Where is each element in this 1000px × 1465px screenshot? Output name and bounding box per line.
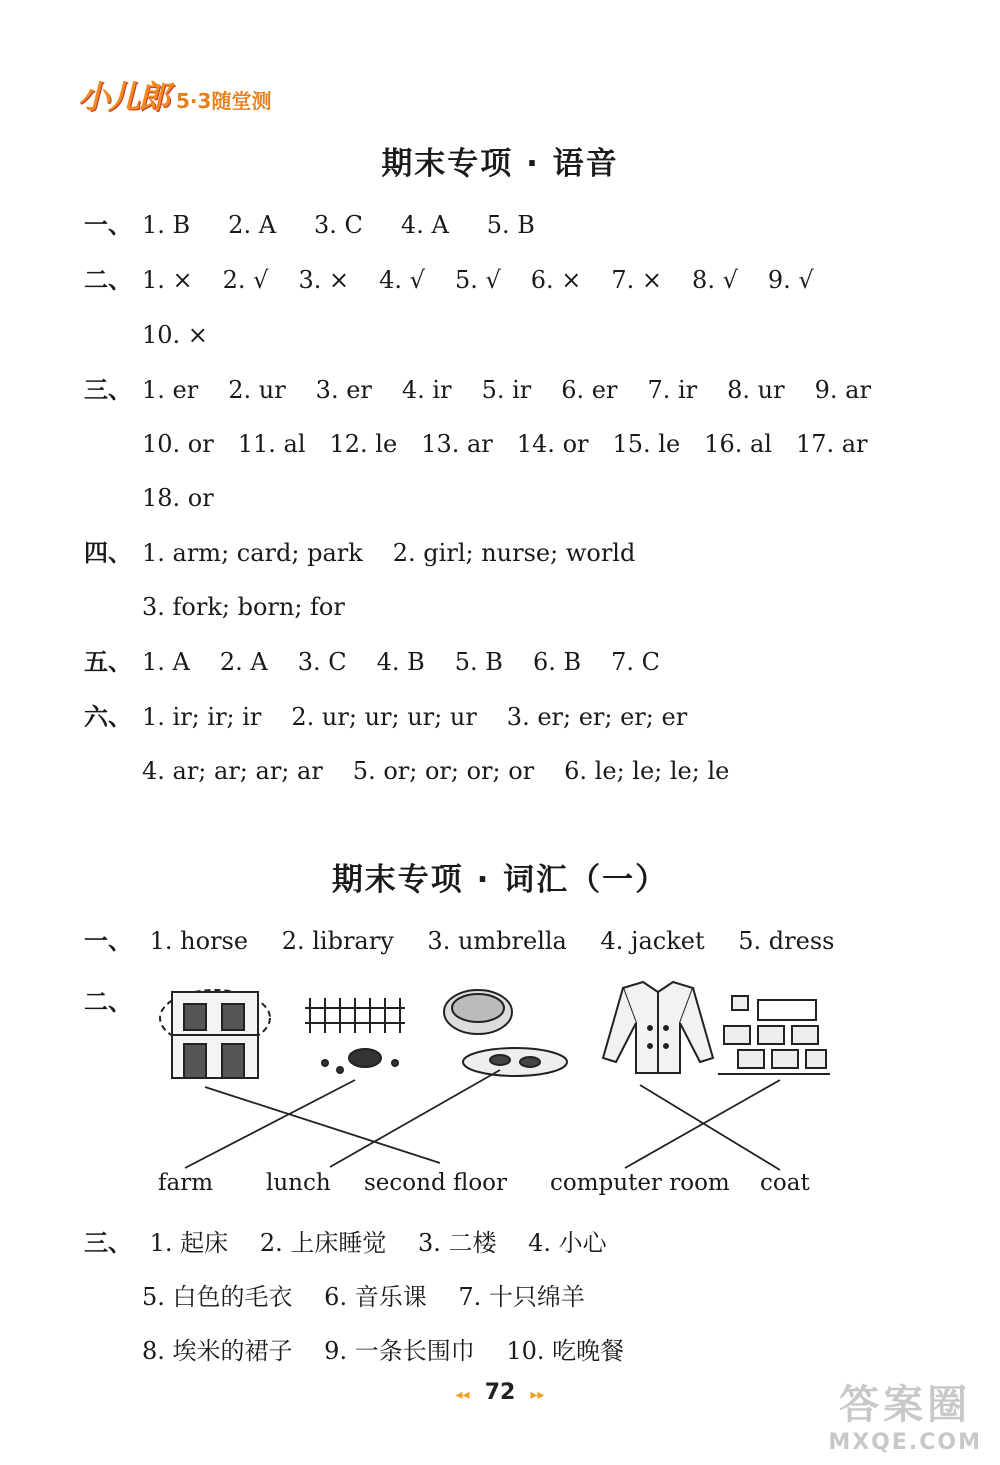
answer-item: 4. jacket	[600, 927, 705, 955]
answer-item: 6. ×	[530, 266, 582, 294]
answer-item: 9. √	[767, 266, 814, 294]
match-label: lunch	[266, 1170, 331, 1196]
s1-answer-line	[84, 265, 814, 295]
watermark-url: MXQE.COM	[828, 1430, 982, 1455]
answer-item: 7. 十只绵羊	[458, 1283, 585, 1311]
answer-item: 5. 白色的毛衣	[142, 1283, 293, 1311]
page-number-text: 72	[484, 1380, 516, 1405]
lunch-picture	[444, 990, 567, 1076]
answer-item: 9. 一条长围巾	[324, 1337, 475, 1365]
answer-item: 3. C	[314, 211, 363, 239]
answer-item: 2. ur; ur; ur; ur	[291, 703, 477, 731]
s2-q3-line	[142, 1282, 585, 1312]
answer-item: 4. B	[376, 648, 425, 676]
answer-item: 8. √	[692, 266, 738, 294]
section1-title: 期末专项 · 语音	[381, 146, 619, 182]
s1-answer-line	[84, 647, 660, 677]
answer-item: 5. dress	[738, 927, 835, 955]
answer-item: 2. 上床睡觉	[259, 1229, 387, 1257]
answer-item: 8. 埃米的裙子	[142, 1337, 293, 1365]
answer-item: 4. ar; ar; ar; ar	[142, 757, 323, 785]
s1-answer-line	[84, 538, 635, 568]
answer-item: 3. er	[315, 376, 372, 404]
question-number: 四、	[84, 539, 132, 567]
answer-item: 6. 音乐课	[324, 1283, 427, 1311]
page-number	[430, 1380, 570, 1405]
answer-item: 1. ir; ir; ir	[142, 703, 262, 731]
answer-item: 2. ur	[228, 376, 286, 404]
s1-answer-line	[142, 592, 345, 622]
answer-item: 7. C	[611, 648, 661, 676]
answer-item: 1. horse	[149, 927, 249, 955]
computer-room-picture	[718, 996, 830, 1074]
answer-item: 1. B	[142, 211, 191, 239]
answer-item: 11. al	[237, 430, 306, 458]
match-line	[185, 1080, 355, 1168]
question-number: 六、	[84, 703, 132, 731]
match-label: coat	[760, 1170, 810, 1196]
answer-item: 4. √	[379, 266, 425, 294]
answer-item: 14. or	[516, 430, 589, 458]
s1-answer-line	[142, 483, 214, 513]
answer-item: 10. ×	[142, 321, 208, 349]
question-number: 五、	[84, 648, 132, 676]
s2-q3-line	[142, 1336, 624, 1366]
answer-item: 3. C	[297, 648, 347, 676]
coat-picture	[603, 982, 713, 1073]
answer-item: 10. 吃晚餐	[506, 1337, 625, 1365]
matching-diagram	[0, 970, 1000, 1190]
answer-item: 2. A	[219, 648, 268, 676]
answer-item: 2. √	[222, 266, 269, 294]
question-number: 三、	[84, 1229, 132, 1257]
answer-item: 6. er	[561, 376, 618, 404]
answer-item: 4. A	[400, 211, 449, 239]
answer-item: 13. ar	[421, 430, 493, 458]
answer-item: 18. or	[142, 484, 214, 512]
answer-item: 1. ×	[142, 266, 193, 294]
answer-item: 7. ir	[647, 376, 698, 404]
match-label: computer room	[550, 1170, 730, 1196]
question-number: 二、	[84, 266, 132, 294]
answer-item: 2. girl; nurse; world	[392, 539, 636, 567]
answer-item: 1. arm; card; park	[142, 539, 363, 567]
s1-answer-line	[142, 429, 868, 459]
answer-item: 6. le; le; le; le	[564, 757, 730, 785]
answer-item: 5. B	[486, 211, 535, 239]
answer-item: 3. fork; born; for	[142, 593, 345, 621]
answer-item: 10. or	[142, 430, 214, 458]
match-label: farm	[158, 1170, 214, 1196]
answer-item: 2. library	[281, 927, 394, 955]
question-number: 三、	[84, 376, 132, 404]
answer-item: 7. ×	[611, 266, 663, 294]
answer-item: 4. ir	[401, 376, 452, 404]
answer-item: 3. 二楼	[417, 1229, 497, 1257]
answer-item: 2. A	[228, 211, 277, 239]
question-number: 一、	[84, 927, 132, 955]
answer-item: 17. ar	[795, 430, 868, 458]
answer-item: 1. er	[142, 376, 199, 404]
answer-item: 1. A	[142, 648, 190, 676]
s1-answer-line	[142, 320, 208, 350]
building-picture	[160, 990, 270, 1078]
answer-item: 16. al	[704, 430, 772, 458]
answer-item: 5. ir	[481, 376, 532, 404]
answer-item: 3. umbrella	[427, 927, 567, 955]
s2-q3-line	[84, 1228, 607, 1258]
s2-q1-line	[84, 926, 834, 956]
right-arrow-icon: ▸▸	[530, 1387, 545, 1403]
answer-item: 3. ×	[298, 266, 350, 294]
answer-item: 4. 小心	[528, 1229, 607, 1257]
answer-item: 1. 起床	[149, 1229, 229, 1257]
farm-picture	[305, 998, 405, 1073]
logo-subtitle: 5·3随堂测	[176, 89, 272, 113]
s1-answer-line	[84, 375, 871, 405]
s1-answer-line	[142, 756, 729, 786]
watermark	[828, 1373, 982, 1455]
left-arrow-icon: ◂◂	[455, 1387, 470, 1403]
question-number: 一、	[84, 211, 132, 239]
answer-item: 5. or; or; or; or	[352, 757, 535, 785]
section2-title: 期末专项 · 词汇（一）	[331, 862, 669, 898]
answer-item: 5. √	[454, 266, 501, 294]
question-number: 二、	[84, 988, 132, 1016]
s1-answer-line	[84, 702, 687, 732]
match-line	[625, 1080, 780, 1168]
watermark-title: 答案圈	[839, 1382, 972, 1428]
answer-item: 9. ar	[814, 376, 871, 404]
s1-answer-line	[84, 210, 535, 240]
brand-logo	[78, 78, 271, 118]
answer-item: 5. B	[454, 648, 503, 676]
logo-main: 小儿郎	[78, 78, 169, 116]
match-line	[640, 1085, 780, 1170]
answer-item: 12. le	[329, 430, 398, 458]
answer-item: 8. ur	[727, 376, 785, 404]
answer-item: 15. le	[612, 430, 681, 458]
match-line	[330, 1070, 500, 1167]
answer-item: 6. B	[532, 648, 582, 676]
match-label: second floor	[364, 1170, 508, 1196]
answer-item: 3. er; er; er; er	[506, 703, 688, 731]
